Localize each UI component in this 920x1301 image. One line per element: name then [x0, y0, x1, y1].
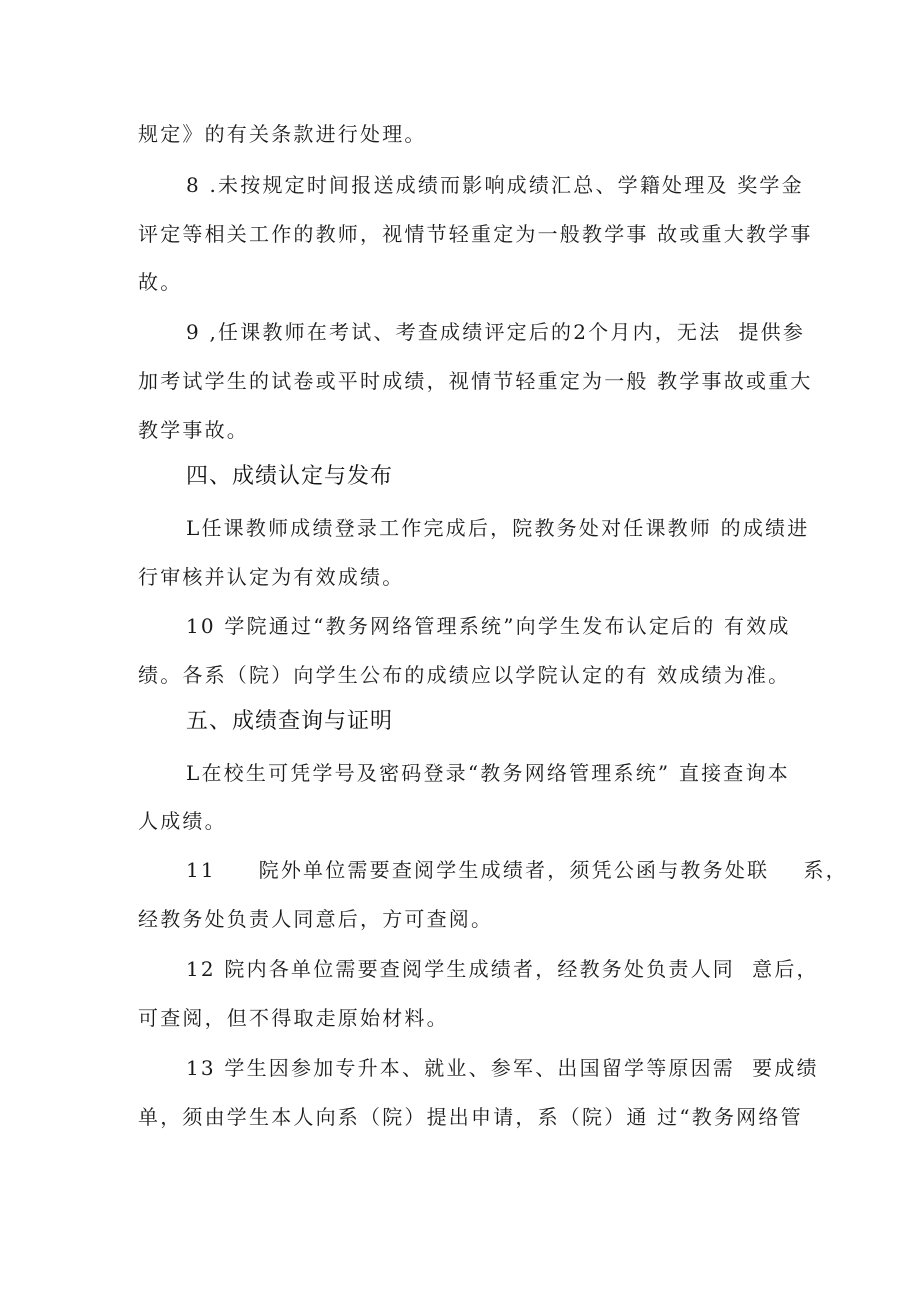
text-line: 教学事故。 [138, 418, 249, 442]
text-line: 人成绩。 [138, 809, 227, 833]
text-line: 9 ,任课教师在考试、考查成绩评定后的2个月内，无法 提供参 [186, 320, 806, 344]
section-heading: 五、成绩查询与证明 [186, 709, 394, 734]
text-line: 故。 [138, 270, 183, 294]
text-line: 经教务处负责人同意后，方可查阅。 [138, 907, 494, 931]
text-line: 绩。各系（院）向学生公布的成绩应以学院认定的有 效成绩为准。 [138, 663, 791, 687]
text-line: 行审核并认定为有效成绩。 [138, 565, 405, 589]
text-line: 8 .未按规定时间报送成绩而影响成绩汇总、学籍处理及 奖学金 [186, 173, 804, 197]
text-line: 规定》的有关条款进行处理。 [138, 122, 427, 146]
text-line: 可查阅，但不得取走原始材料。 [138, 1006, 449, 1030]
text-line: 12 院内各单位需要查阅学生成绩者，经教务处负责人同 意后， [186, 957, 819, 981]
text-line: 13 学生因参加专升本、就业、参军、出国留学等原因需 要成绩 [186, 1056, 819, 1080]
text-line: L任课教师成绩登录工作完成后，院教务处对任课教师 的成绩进 [186, 516, 810, 540]
text-line: L在校生可凭学号及密码登录“教务网络管理系统” 直接查询本 [186, 761, 790, 785]
text-line: 10 学院通过“教务网络管理系统”向学生发布认定后的 有效成 [186, 614, 791, 638]
text-line: 评定等相关工作的教师，视情节轻重定为一般教学事 故或重大教学事 [138, 222, 813, 246]
section-heading: 四、成绩认定与发布 [186, 464, 394, 489]
text-line: 加考试学生的试卷或平时成绩，视情节轻重定为一般 教学事故或重大 [138, 369, 813, 393]
text-line: 11 院外单位需要查阅学生成绩者，须凭公函与教务处联 系， [186, 858, 848, 882]
text-line: 单，须由学生本人向系（院）提出申请，系（院）通 过“教务网络管 [138, 1105, 803, 1129]
